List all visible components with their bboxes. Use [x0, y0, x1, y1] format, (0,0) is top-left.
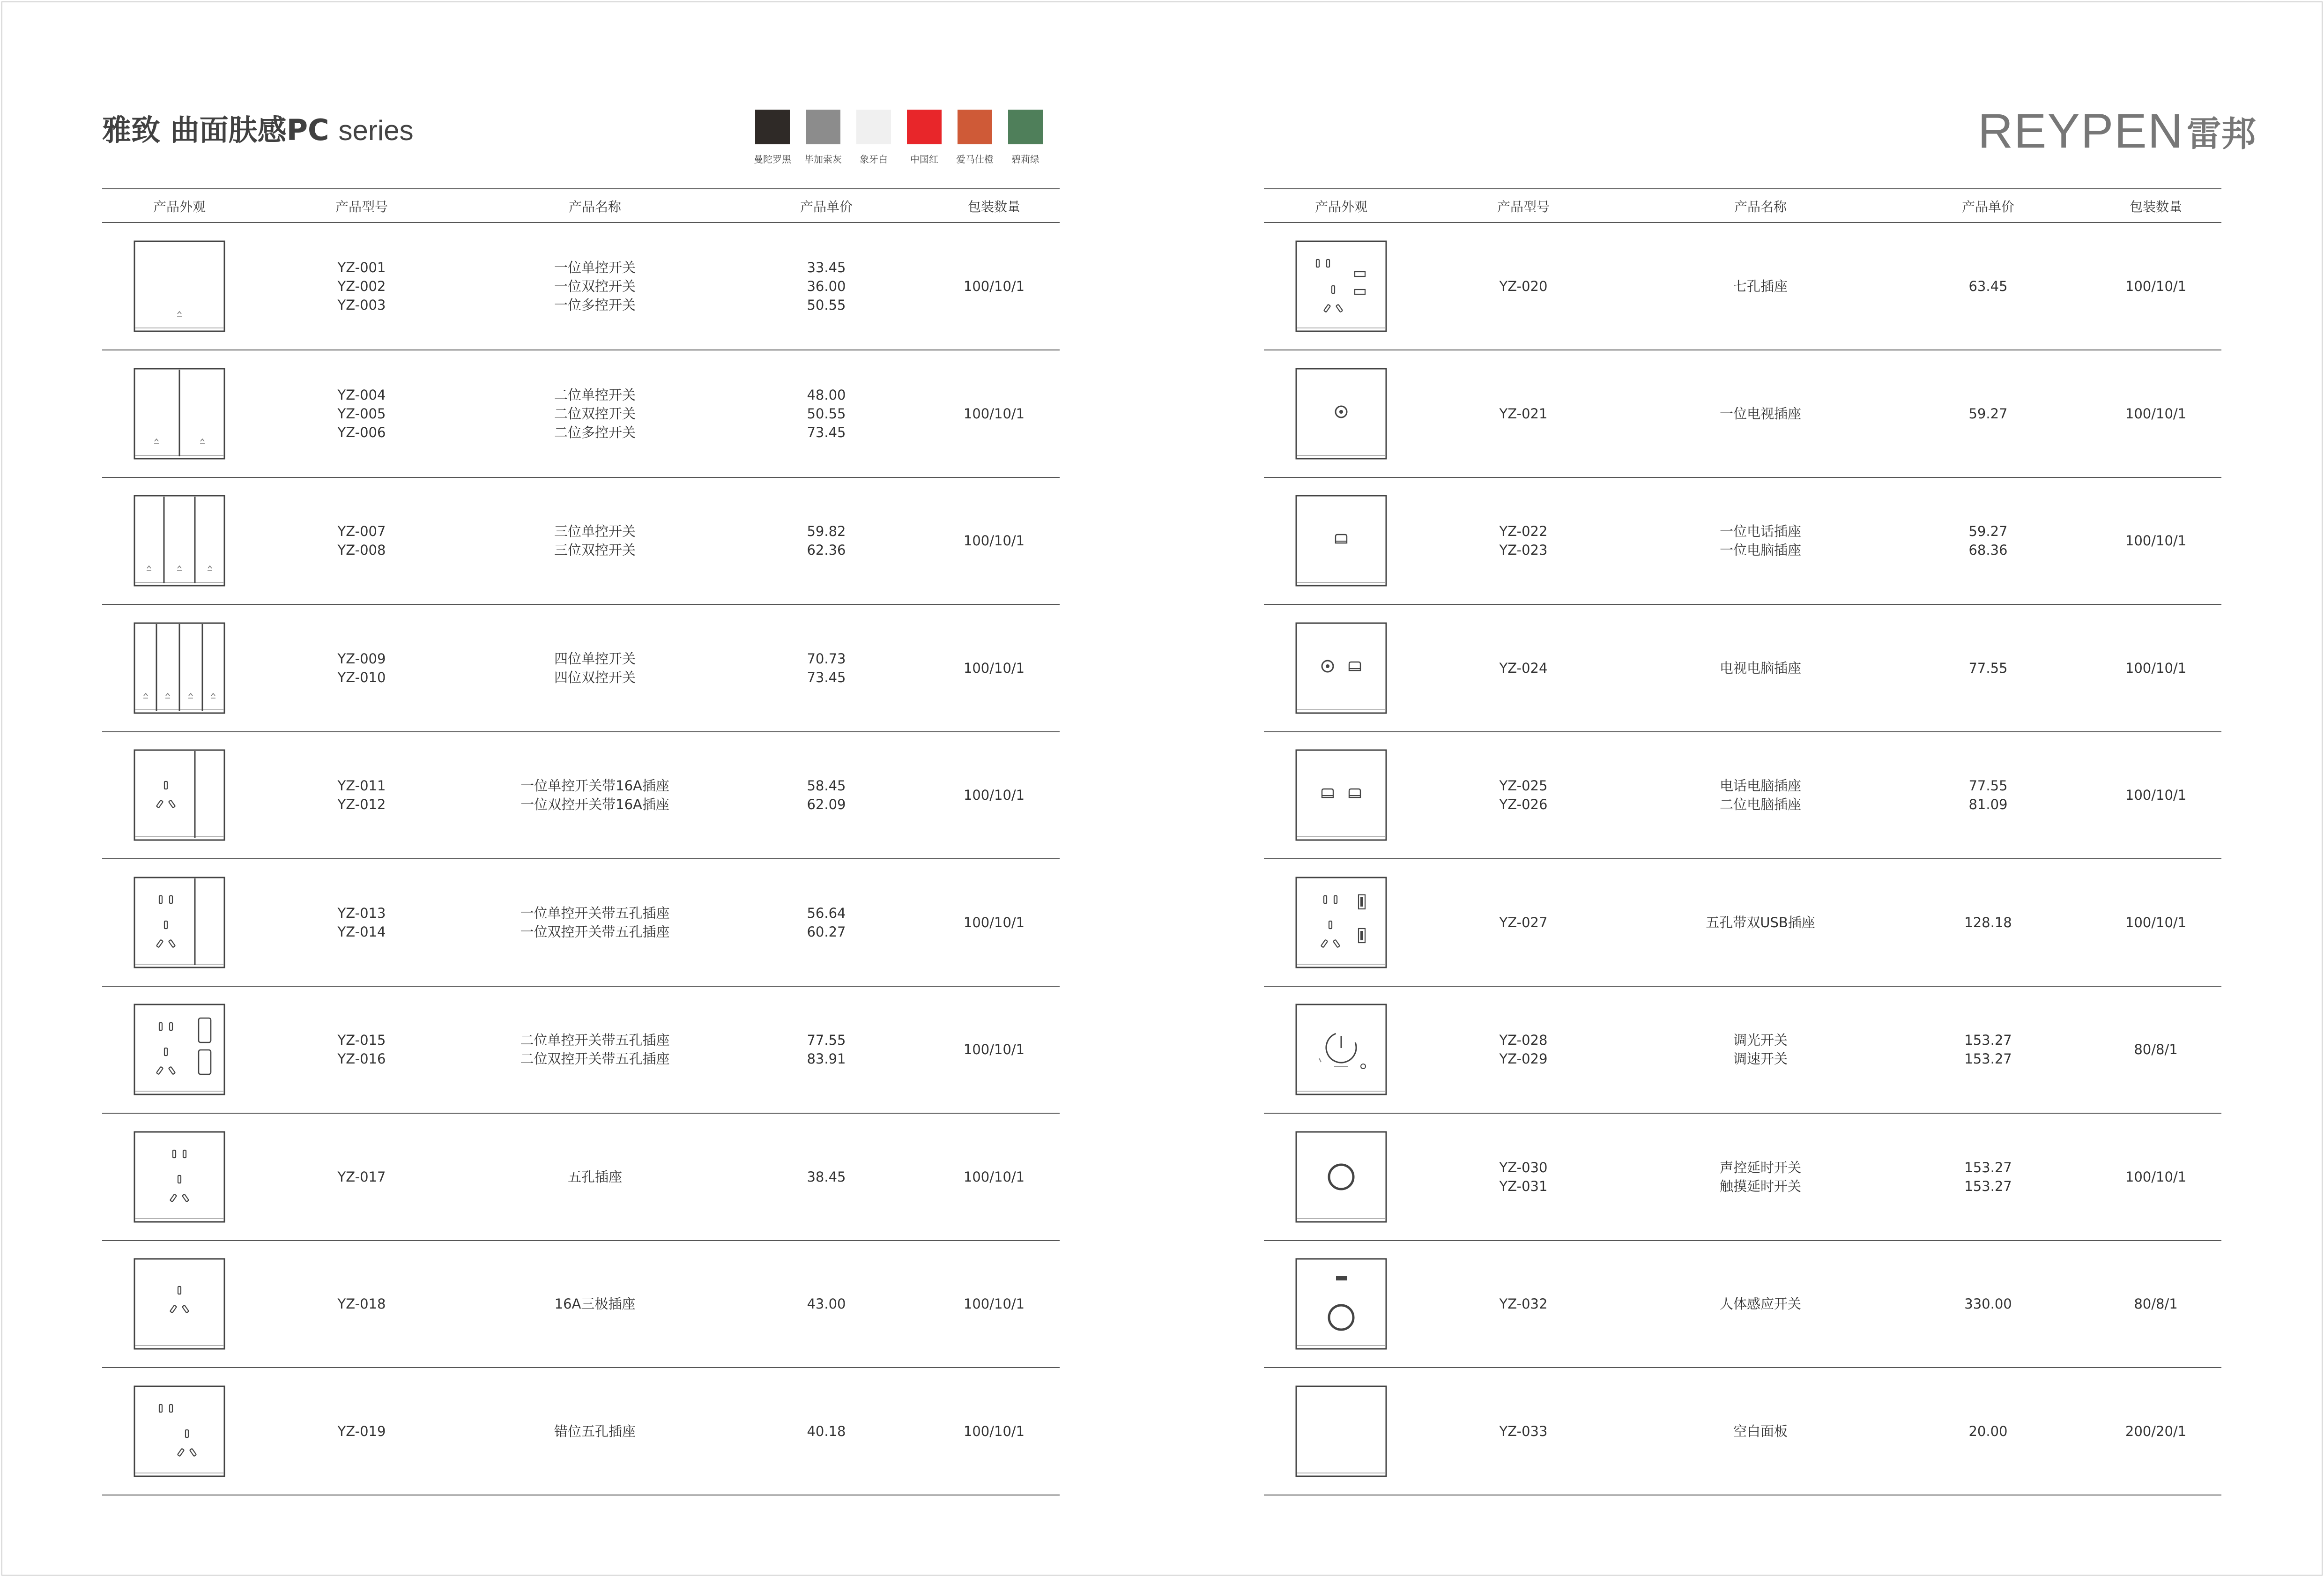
name-cell [473, 1294, 717, 1313]
table-row [102, 1114, 1060, 1240]
price-cell [705, 258, 948, 314]
name-cell [473, 904, 717, 941]
model-number: YZ-026 [1499, 796, 1548, 812]
model-cell [1402, 913, 1645, 932]
model-number: YZ-015 [337, 1032, 386, 1048]
model-cell [1402, 404, 1645, 423]
model-cell [240, 776, 483, 814]
unit-price: 50.55 [807, 405, 846, 422]
table-row [102, 477, 1060, 604]
product-name: 触摸延时开关 [1719, 1178, 1801, 1194]
model-cell [1402, 277, 1645, 296]
unit-price: 68.36 [1968, 542, 2008, 558]
color-swatch [958, 110, 992, 165]
table-row [1264, 1241, 2221, 1367]
model-number: YZ-008 [337, 542, 386, 558]
color-swatch [755, 110, 790, 165]
color-name: 碧莉绿 [1011, 154, 1039, 165]
unit-price: 153.27 [1964, 1178, 2012, 1194]
model-number: YZ-010 [337, 669, 386, 685]
price-cell [705, 1168, 948, 1186]
product-name: 16A三极插座 [554, 1296, 636, 1312]
package-quantity: 100/10/1 [2125, 533, 2187, 549]
table-row [102, 732, 1060, 858]
unit-price: 20.00 [1968, 1423, 2008, 1439]
name-cell [1639, 277, 1882, 296]
price-cell [1866, 1031, 2110, 1068]
table-row [102, 859, 1060, 986]
model-cell [1402, 1158, 1645, 1196]
color-chip [1008, 110, 1043, 144]
color-chip [806, 110, 840, 144]
dimmer-switch-icon [1295, 1003, 1388, 1096]
series-title: 雅致 曲面肤感PC [102, 113, 329, 147]
price-cell [705, 776, 948, 814]
product-name: 调光开关 [1733, 1032, 1788, 1048]
model-number: YZ-018 [337, 1296, 386, 1312]
model-number: YZ-004 [337, 387, 386, 403]
model-number: YZ-006 [337, 424, 386, 440]
price-cell [1866, 1294, 2110, 1313]
table-top-rule [102, 188, 1060, 189]
unit-price: 60.27 [807, 923, 846, 940]
brand-logo-cjk: 雷邦 [2186, 114, 2256, 154]
motion-sensor-switch-icon [1295, 1257, 1388, 1350]
model-cell [240, 1294, 483, 1313]
product-name: 一位单控开关带五孔插座 [520, 905, 670, 921]
model-number: YZ-016 [337, 1051, 386, 1067]
table-row [1264, 859, 2221, 986]
name-cell [473, 258, 717, 314]
color-swatch [907, 110, 942, 165]
model-number: YZ-020 [1499, 278, 1548, 294]
table-row [102, 350, 1060, 477]
model-number: YZ-019 [337, 1423, 386, 1439]
color-name: 毕加索灰 [804, 154, 842, 165]
product-name: 一位双控开关带五孔插座 [520, 923, 670, 940]
price-cell [705, 1422, 948, 1441]
unit-price: 62.09 [807, 796, 846, 812]
unit-price: 48.00 [807, 387, 846, 403]
table-row [1264, 477, 2221, 604]
package-quantity: 100/10/1 [963, 660, 1025, 676]
product-name: 二位多控开关 [554, 424, 636, 440]
table-row [1264, 1368, 2221, 1495]
unit-price: 153.27 [1964, 1051, 2012, 1067]
unit-price: 59.27 [1968, 523, 2008, 539]
price-cell [1866, 277, 2110, 296]
unit-price: 38.45 [807, 1168, 846, 1185]
unit-price: 36.00 [807, 278, 846, 294]
product-name: 二位单控开关 [554, 387, 636, 403]
product-name: 调速开关 [1733, 1051, 1788, 1067]
model-number: YZ-012 [337, 796, 386, 812]
price-cell [1866, 522, 2110, 559]
package-quantity: 100/10/1 [2125, 787, 2187, 803]
unit-price: 62.36 [807, 542, 846, 558]
product-name: 声控延时开关 [1719, 1159, 1801, 1175]
model-number: YZ-017 [337, 1168, 386, 1185]
package-quantity: 100/10/1 [963, 533, 1025, 549]
package-quantity: 100/10/1 [963, 914, 1025, 930]
product-name: 四位单控开关 [554, 650, 636, 667]
product-name: 二位电脑插座 [1719, 796, 1801, 812]
table-row [1264, 1114, 2221, 1240]
price-cell [705, 904, 948, 941]
color-swatch [1008, 110, 1043, 165]
product-name: 一位双控开关 [554, 278, 636, 294]
name-cell [473, 776, 717, 814]
model-cell [240, 1168, 483, 1186]
table-row [1264, 732, 2221, 858]
table-row [1264, 223, 2221, 350]
column-header: 产品名称 [568, 199, 621, 215]
model-number: YZ-007 [337, 523, 386, 539]
model-cell [1402, 659, 1645, 677]
model-cell [240, 1422, 483, 1441]
name-cell [1639, 776, 1882, 814]
unit-price: 83.91 [807, 1051, 846, 1067]
product-name: 一位双控开关带16A插座 [520, 796, 669, 812]
model-number: YZ-023 [1499, 542, 1548, 558]
package-quantity: 80/8/1 [2134, 1296, 2178, 1312]
model-cell [240, 522, 483, 559]
model-number: YZ-028 [1499, 1032, 1548, 1048]
unit-price: 50.55 [807, 297, 846, 313]
color-name: 象牙白 [860, 154, 888, 165]
package-quantity: 200/20/1 [2125, 1423, 2187, 1439]
package-quantity: 100/10/1 [963, 1041, 1025, 1057]
price-cell [1866, 1158, 2110, 1196]
product-name: 二位双控开关 [554, 405, 636, 422]
model-cell [240, 649, 483, 687]
package-quantity: 100/10/1 [963, 787, 1025, 803]
product-name: 一位电视插座 [1719, 405, 1801, 422]
seven-hole-socket-icon [1295, 240, 1388, 333]
color-chip [958, 110, 992, 144]
column-header: 产品型号 [1497, 199, 1550, 215]
name-cell [473, 1031, 717, 1068]
product-name: 五孔插座 [567, 1168, 622, 1185]
price-cell [1866, 404, 2110, 423]
color-name: 中国红 [910, 154, 938, 165]
color-swatch [806, 110, 840, 165]
product-name: 四位双控开关 [554, 669, 636, 685]
table-row [102, 605, 1060, 731]
unit-price: 77.55 [1968, 660, 2008, 676]
column-header: 产品型号 [335, 199, 388, 215]
price-cell [1866, 1422, 2110, 1441]
unit-price: 73.45 [807, 424, 846, 440]
package-quantity: 100/10/1 [963, 1168, 1025, 1185]
unit-price: 59.27 [1968, 405, 2008, 422]
three-gang-switch-icon [133, 494, 226, 587]
table-row [102, 1241, 1060, 1367]
unit-price: 58.45 [807, 778, 846, 794]
unit-price: 330.00 [1964, 1296, 2012, 1312]
delay-switch-icon [1295, 1131, 1388, 1223]
model-number: YZ-025 [1499, 778, 1548, 794]
column-header: 产品单价 [800, 199, 853, 215]
unit-price: 40.18 [807, 1423, 846, 1439]
product-table-left [102, 188, 1060, 1495]
model-number: YZ-031 [1499, 1178, 1548, 1194]
name-cell [1639, 1031, 1882, 1068]
unit-price: 59.82 [807, 523, 846, 539]
model-number: YZ-030 [1499, 1159, 1548, 1175]
color-swatches [755, 110, 1043, 165]
model-cell [240, 386, 483, 442]
name-cell [473, 522, 717, 559]
price-cell [705, 1031, 948, 1068]
color-name: 曼陀罗黑 [754, 154, 791, 165]
unit-price: 56.64 [807, 905, 846, 921]
price-cell [705, 649, 948, 687]
model-cell [1402, 776, 1645, 814]
series-subtitle: series [338, 115, 414, 146]
column-header: 包装数量 [2129, 199, 2182, 215]
five-hole-socket-icon [133, 1131, 226, 1223]
phone-computer-socket-icon [1295, 749, 1388, 841]
product-name: 三位单控开关 [554, 523, 636, 539]
name-cell [1639, 659, 1882, 677]
color-chip [755, 110, 790, 144]
model-number: YZ-001 [337, 260, 386, 275]
column-header: 产品名称 [1734, 199, 1787, 215]
model-number: YZ-021 [1499, 405, 1548, 422]
name-cell [1639, 1294, 1882, 1313]
model-number: YZ-011 [337, 778, 386, 794]
model-cell [240, 1031, 483, 1068]
name-cell [1639, 404, 1882, 423]
product-name: 电视电脑插座 [1719, 660, 1801, 676]
price-cell [1866, 913, 2110, 932]
four-gang-switch-icon [133, 622, 226, 714]
price-cell [705, 386, 948, 442]
name-cell [1639, 522, 1882, 559]
package-quantity: 100/10/1 [963, 405, 1025, 422]
product-name: 二位双控开关带五孔插座 [520, 1051, 670, 1067]
package-quantity: 100/10/1 [2125, 914, 2187, 930]
model-cell [1402, 1422, 1645, 1441]
model-number: YZ-024 [1499, 660, 1548, 676]
package-quantity: 80/8/1 [2134, 1041, 2178, 1057]
unit-price: 128.18 [1964, 914, 2012, 930]
model-number: YZ-033 [1499, 1423, 1548, 1439]
price-cell [705, 1294, 948, 1313]
product-name: 一位电话插座 [1719, 523, 1801, 539]
package-quantity: 100/10/1 [2125, 660, 2187, 676]
unit-price: 33.45 [807, 260, 846, 275]
product-name: 二位单控开关带五孔插座 [520, 1032, 670, 1048]
model-cell [240, 904, 483, 941]
unit-price: 77.55 [1968, 778, 2008, 794]
unit-price: 43.00 [807, 1296, 846, 1312]
product-table-right [1264, 188, 2221, 1495]
product-name: 七孔插座 [1733, 278, 1788, 294]
unit-price: 73.45 [807, 669, 846, 685]
color-swatch [856, 110, 891, 165]
package-quantity: 100/10/1 [2125, 278, 2187, 294]
usb-five-hole-socket-icon [1295, 876, 1388, 969]
package-quantity: 100/10/1 [2125, 405, 2187, 422]
product-name: 错位五孔插座 [554, 1423, 636, 1439]
blank-panel-icon [1295, 1385, 1388, 1478]
name-cell [1639, 913, 1882, 932]
price-cell [1866, 776, 2110, 814]
package-quantity: 100/10/1 [963, 278, 1025, 294]
model-number: YZ-029 [1499, 1051, 1548, 1067]
product-name: 三位双控开关 [554, 542, 636, 558]
model-cell [1402, 1294, 1645, 1313]
table-top-rule [1264, 188, 2221, 189]
model-number: YZ-022 [1499, 523, 1548, 539]
tv-socket-icon [1295, 367, 1388, 460]
table-row [1264, 605, 2221, 731]
model-cell [1402, 1031, 1645, 1068]
package-quantity: 100/10/1 [963, 1423, 1025, 1439]
product-name: 一位多控开关 [554, 297, 636, 313]
color-chip [907, 110, 942, 144]
column-header: 产品单价 [1961, 199, 2014, 215]
table-row [102, 223, 1060, 350]
price-cell [1866, 659, 2110, 677]
table-row [102, 986, 1060, 1113]
product-name: 空白面板 [1733, 1423, 1788, 1439]
model-number: YZ-027 [1499, 914, 1548, 930]
table-row [1264, 986, 2221, 1113]
model-number: YZ-009 [337, 650, 386, 667]
model-cell [1402, 522, 1645, 559]
package-quantity: 100/10/1 [2125, 1168, 2187, 1185]
price-cell [705, 522, 948, 559]
model-number: YZ-013 [337, 905, 386, 921]
column-header: 产品外观 [153, 199, 206, 215]
two-gang-switch-icon [133, 367, 226, 460]
model-number: YZ-032 [1499, 1296, 1548, 1312]
unit-price: 153.27 [1964, 1159, 2012, 1175]
product-name: 电话电脑插座 [1719, 778, 1801, 794]
brand-logo [1978, 104, 2256, 158]
model-number: YZ-005 [337, 405, 386, 422]
product-name: 人体感应开关 [1719, 1296, 1801, 1312]
unit-price: 63.45 [1968, 278, 2008, 294]
package-quantity: 100/10/1 [963, 1296, 1025, 1312]
product-name: 一位电脑插座 [1719, 542, 1801, 558]
product-name: 一位单控开关带16A插座 [520, 778, 669, 794]
phone-socket-icon [1295, 494, 1388, 587]
model-cell [240, 258, 483, 314]
name-cell [473, 386, 717, 442]
column-header: 产品外观 [1314, 199, 1367, 215]
color-chip [856, 110, 891, 144]
table-row [1264, 350, 2221, 477]
table-row [102, 1368, 1060, 1495]
unit-price: 153.27 [1964, 1032, 2012, 1048]
name-cell [1639, 1422, 1882, 1441]
tv-computer-socket-icon [1295, 622, 1388, 714]
16a-three-pin-socket-icon [133, 1257, 226, 1350]
page-title [102, 107, 414, 149]
one-gang-switch-icon [133, 240, 226, 333]
brand-logo-latin: REYPEN [1978, 104, 2184, 158]
model-number: YZ-002 [337, 278, 386, 294]
unit-price: 81.09 [1968, 796, 2008, 812]
name-cell [473, 1422, 717, 1441]
name-cell [473, 649, 717, 687]
two-switch-five-hole-socket-icon [133, 1003, 226, 1096]
name-cell [473, 1168, 717, 1186]
product-name: 一位单控开关 [554, 260, 636, 275]
offset-five-hole-socket-icon [133, 1385, 226, 1478]
switch-16a-socket-icon [133, 749, 226, 841]
unit-price: 77.55 [807, 1032, 846, 1048]
model-number: YZ-014 [337, 923, 386, 940]
switch-five-hole-socket-icon [133, 876, 226, 969]
color-name: 爱马仕橙 [956, 154, 994, 165]
product-name: 五孔带双USB插座 [1706, 914, 1815, 930]
model-number: YZ-003 [337, 297, 386, 313]
column-header: 包装数量 [967, 199, 1020, 215]
name-cell [1639, 1158, 1882, 1196]
unit-price: 70.73 [807, 650, 846, 667]
